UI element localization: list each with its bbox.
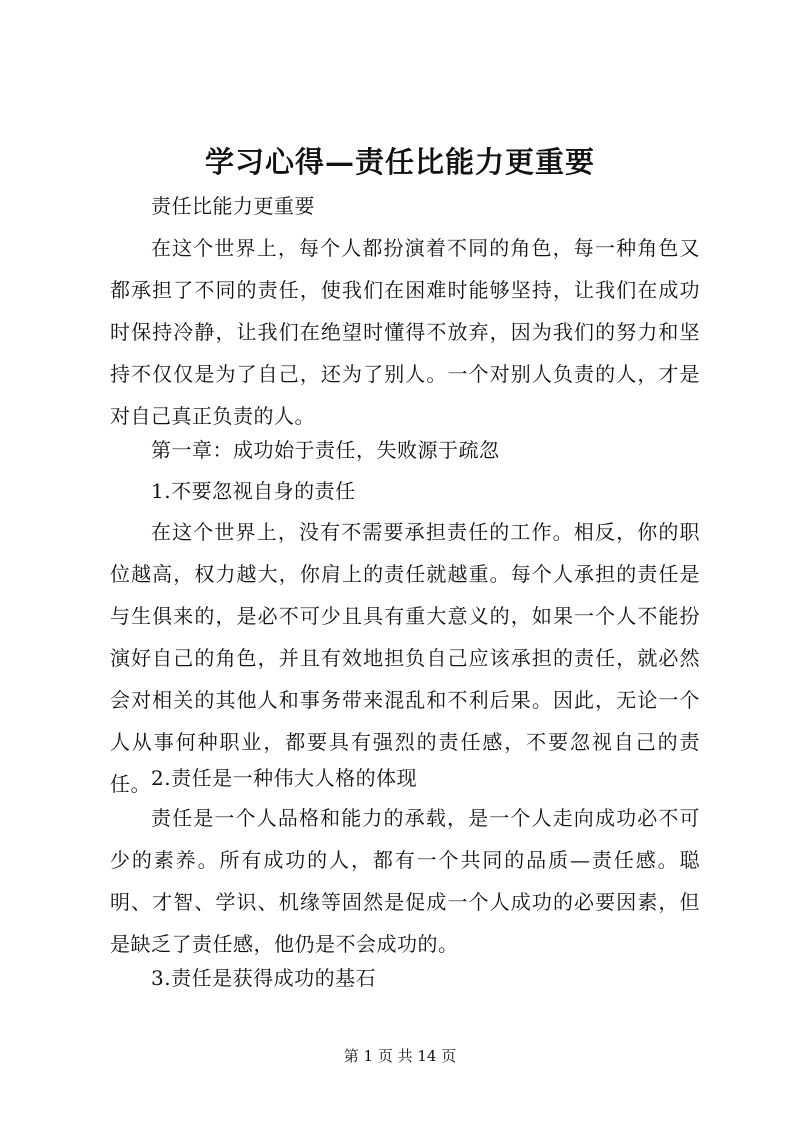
paragraph-intro: 在这个世界上，每个人都扮演着不同的角色，每一种角色又都承担了不同的责任，使我们在困难时能够坚持，让我们在成功时保持冷静，让我们在绝望时懂得不放弃，因为我们的努力和坚持不仅仅是为了自己，还为了别人。一个对别人负责的人，才是对自己真正负责的人。 <box>110 236 700 428</box>
paragraph-section-1: 在这个世界上，没有不需要承担责任的工作。相反，你的职位越高，权力越大，你肩上的责任就越重。每个人承担的责任是与生俱来的，是必不可少且具有重大意义的，如果一个人不能扮演好自己的角色，并且有效地担负自己应该承担的责任，就必然会对相关的其他人和事务带来混乱和不利后果。因此，无论一个人从事何种职业，都要具有强烈的责任感，不要忽视自己的责任。 <box>110 520 700 796</box>
section-heading-1: 1.不要忽视自身的责任 <box>151 479 356 503</box>
document-subtitle: 责任比能力更重要 <box>151 194 315 218</box>
section-heading-2: 2.责任是一种伟大人格的体现 <box>151 766 418 790</box>
chapter-heading: 第一章：成功始于责任，失败源于疏忽 <box>151 438 500 462</box>
page-number-footer: 第 1 页 共 14 页 <box>343 1047 457 1065</box>
document-title: 学习心得—责任比能力更重要 <box>204 145 595 179</box>
section-heading-3: 3.责任是获得成功的基石 <box>151 966 377 990</box>
paragraph-section-2: 责任是一个人品格和能力的承载，是一个人走向成功必不可少的素养。所有成功的人，都有一个共同的品质—责任感。聪明、才智、学识、机缘等固然是促成一个人成功的必要因素，但是缺乏了责任感，他仍是不会成功的。 <box>110 806 700 956</box>
